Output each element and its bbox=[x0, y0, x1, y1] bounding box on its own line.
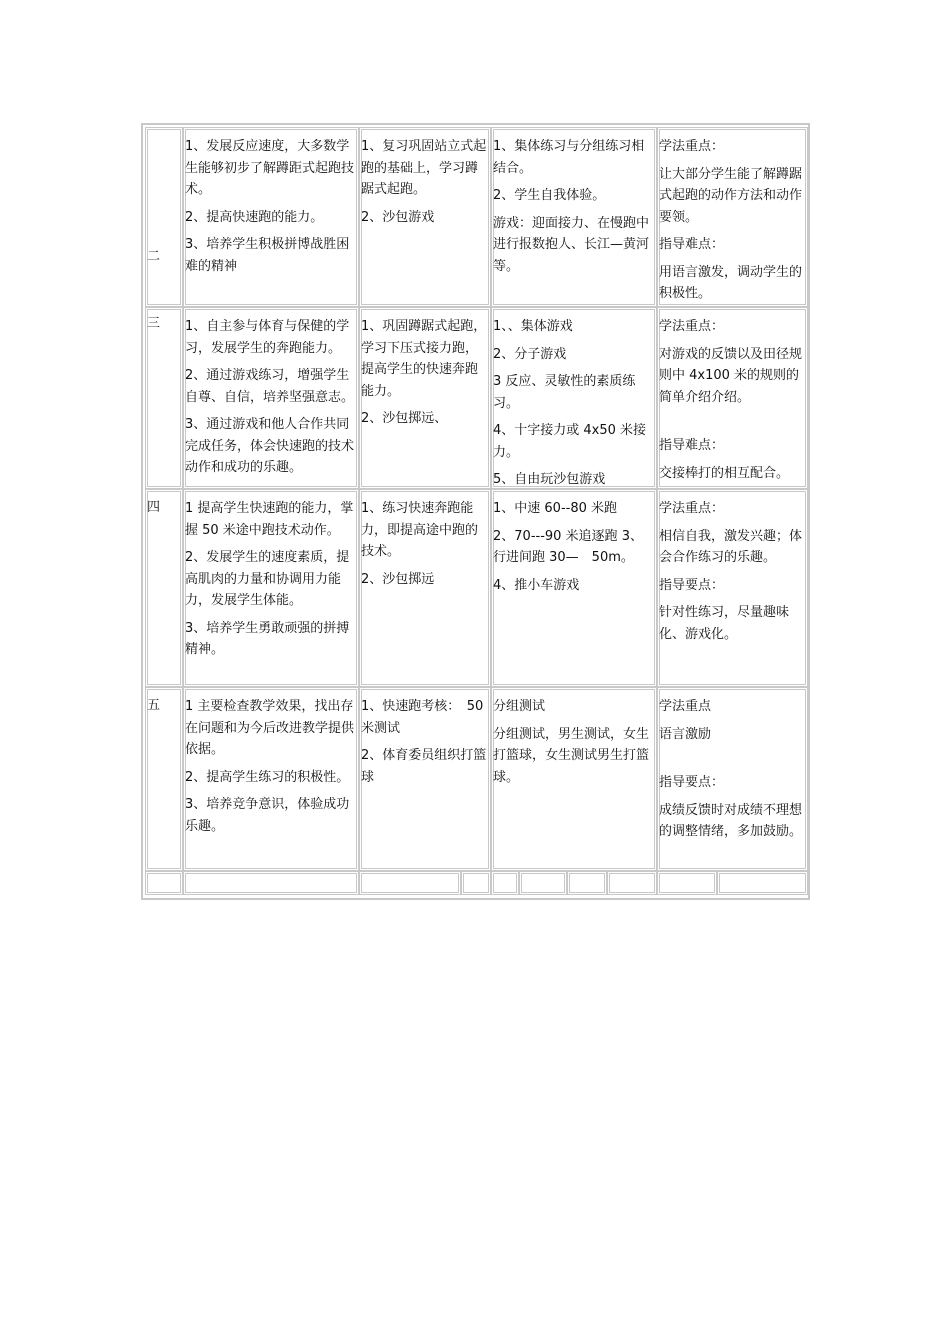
week-label: 四 bbox=[147, 500, 161, 515]
note-item bbox=[659, 414, 806, 429]
note-item: 用语言激发，调动学生的积极性。 bbox=[659, 264, 803, 301]
note-item: 学法重点： bbox=[659, 501, 725, 516]
note-item bbox=[659, 751, 806, 766]
goals-cell bbox=[183, 307, 359, 489]
content-cell bbox=[359, 307, 491, 489]
notes-cell bbox=[657, 307, 808, 489]
goal-item: 2、提高学生练习的积极性。 bbox=[185, 769, 350, 785]
table-row bbox=[143, 489, 808, 687]
note-item: 对游戏的反馈以及田径规则中 4x100 米的规则的简单介绍介绍。 bbox=[659, 346, 803, 405]
note-item: 学法重点 bbox=[659, 699, 712, 714]
empty-cell bbox=[461, 871, 491, 895]
content-item: 1、练习快速奔跑能力，即提高途中跑的技术。 bbox=[361, 501, 479, 559]
method-item: 4、十字接力或 4x50 米接力。 bbox=[493, 423, 647, 460]
goal-item: 3、培养学生勇敢顽强的拼搏精神。 bbox=[185, 620, 350, 657]
method-item: 分组测试 bbox=[493, 699, 546, 714]
table-row bbox=[143, 687, 808, 871]
week-label: 二 bbox=[147, 249, 161, 264]
table-row bbox=[143, 307, 808, 489]
empty-cell bbox=[717, 871, 808, 895]
empty-cell bbox=[567, 871, 607, 895]
goals-cell bbox=[183, 687, 359, 871]
method-item: 游戏：迎面接力、在慢跑中进行报数抱人、长江—黄河等。 bbox=[493, 215, 650, 274]
method-item: 3 反应、灵敏性的素质练习。 bbox=[493, 374, 636, 411]
methods-cell bbox=[491, 127, 657, 307]
empty-cell bbox=[519, 871, 567, 895]
goal-item: 3、培养学生积极拼博战胜困难的精神 bbox=[185, 237, 350, 274]
notes-cell bbox=[657, 127, 808, 307]
method-item: 2、70---90 米追逐跑 3、行进间跑 30— 50m。 bbox=[493, 528, 643, 565]
content-cell bbox=[359, 127, 491, 307]
notes-cell bbox=[657, 687, 808, 871]
goal-item: 2、通过游戏练习，增强学生自尊、自信，培养坚强意志。 bbox=[185, 368, 355, 405]
content-item: 1、复习巩固站立式起跑的基础上，学习蹲踞式起跑。 bbox=[361, 139, 487, 197]
note-item: 学法重点： bbox=[659, 139, 725, 154]
note-item: 针对性练习，尽量趣味化、游戏化。 bbox=[659, 605, 790, 642]
method-item: 2、分子游戏 bbox=[493, 346, 567, 362]
notes-cell bbox=[657, 489, 808, 687]
goals-cell bbox=[183, 127, 359, 307]
empty-cell bbox=[145, 871, 183, 895]
week-cell bbox=[145, 307, 183, 489]
note-item: 让大部分学生能了解蹲踞式起跑的动作方法和动作要领。 bbox=[659, 166, 803, 225]
content-item: 2、体育委员组织打篮球 bbox=[361, 748, 487, 785]
note-item: 指导难点： bbox=[659, 438, 725, 453]
methods-cell bbox=[491, 307, 657, 489]
method-item: 分组测试，男生测试，女生打篮球，女生测试男生打篮球。 bbox=[493, 726, 650, 785]
goals-cell bbox=[183, 489, 359, 687]
goal-item: 3、通过游戏和他人合作共同完成任务，体会快速跑的技术动作和成功的乐趣。 bbox=[185, 417, 355, 475]
empty-table-row bbox=[143, 871, 808, 895]
note-item: 交接棒打的相互配合。 bbox=[659, 465, 790, 481]
goal-item: 2、提高快速跑的能力。 bbox=[185, 209, 324, 225]
method-item: 1、、集体游戏 bbox=[493, 319, 573, 334]
method-item: 5、自由玩沙包游戏 bbox=[493, 472, 606, 487]
note-item: 指导要点： bbox=[659, 775, 725, 790]
content-item: 1、快速跑考核： 50 米测试 bbox=[361, 699, 484, 736]
method-item: 1、中速 60--80 米跑 bbox=[493, 501, 618, 516]
empty-cell bbox=[491, 871, 519, 895]
goal-item: 3、培养竞争意识，体验成功乐趣。 bbox=[185, 797, 350, 834]
note-item: 指导要点： bbox=[659, 577, 725, 593]
note-item: 学法重点： bbox=[659, 319, 725, 334]
week-cell bbox=[145, 687, 183, 871]
week-cell bbox=[145, 127, 183, 307]
week-cell bbox=[145, 489, 183, 687]
methods-cell bbox=[491, 489, 657, 687]
methods-cell bbox=[491, 687, 657, 871]
goal-item: 1、发展反应速度，大多数学生能够初步了解蹲距式起跑技术。 bbox=[185, 139, 355, 197]
content-item: 2、沙包掷远 bbox=[361, 571, 435, 587]
empty-cell bbox=[607, 871, 657, 895]
content-item: 1、巩固蹲踞式起跑，学习下压式接力跑，提高学生的快速奔跑能力。 bbox=[361, 319, 487, 399]
content-item: 2、沙包掷远、 bbox=[361, 411, 448, 426]
empty-cell bbox=[183, 871, 359, 895]
method-item: 1、集体练习与分组练习相结合。 bbox=[493, 139, 645, 176]
note-item: 成绩反馈时对成绩不理想的调整情绪，多加鼓励。 bbox=[659, 802, 803, 839]
empty-cell bbox=[657, 871, 717, 895]
note-item: 指导难点： bbox=[659, 237, 725, 252]
week-label: 三 bbox=[147, 316, 161, 331]
goal-item: 1 提高学生快速跑的能力，掌握 50 米途中跑技术动作。 bbox=[185, 501, 354, 538]
goal-item: 1、自主参与体育与保健的学习，发展学生的奔跑能力。 bbox=[185, 319, 350, 356]
week-label: 五 bbox=[147, 698, 161, 713]
goal-item: 2、发展学生的速度素质，提高肌肉的力量和协调用力能力，发展学生体能。 bbox=[185, 550, 350, 608]
method-item: 2、学生自我体验。 bbox=[493, 188, 606, 203]
method-item: 4、推小车游戏 bbox=[493, 577, 580, 593]
content-cell bbox=[359, 687, 491, 871]
empty-cell bbox=[359, 871, 461, 895]
note-item: 语言激励 bbox=[659, 726, 712, 742]
content-item: 2、沙包游戏 bbox=[361, 209, 435, 225]
lesson-plan-table bbox=[141, 123, 810, 900]
content-cell bbox=[359, 489, 491, 687]
goal-item: 1 主要检查教学效果，找出存在问题和为今后改进教学提供依据。 bbox=[185, 699, 355, 757]
note-item: 相信自我，激发兴趣；体会合作练习的乐趣。 bbox=[659, 528, 803, 565]
table-row bbox=[143, 127, 808, 307]
